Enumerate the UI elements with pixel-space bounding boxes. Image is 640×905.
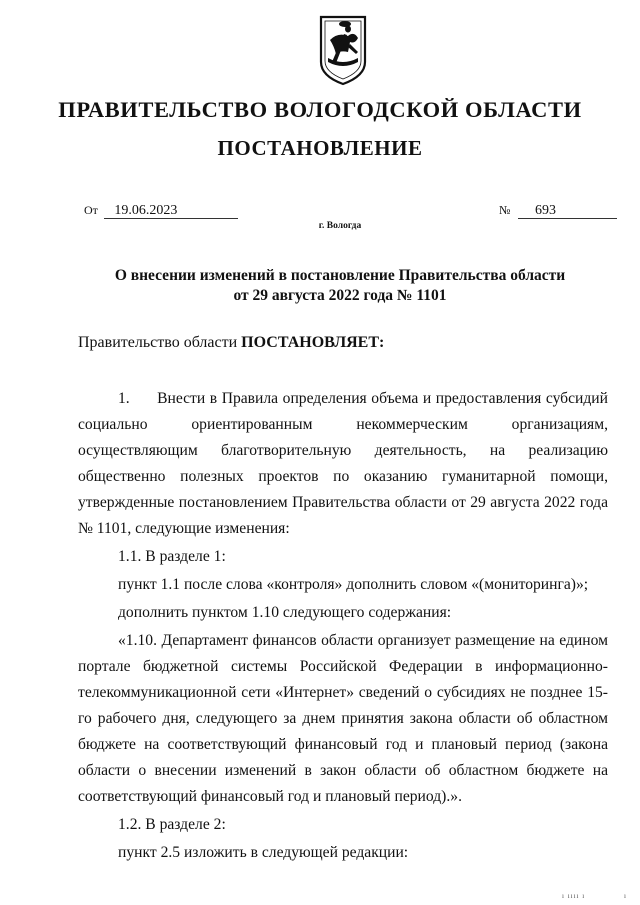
- subject-line-1: О внесении изменений в постановление Правительства области: [114, 267, 566, 284]
- paragraph: 1.1. В разделе 1:: [118, 548, 226, 565]
- decree-keyword: ПОСТАНОВЛЯЕТ:: [241, 334, 385, 351]
- coat-of-arms-icon: [318, 14, 368, 86]
- paragraph: пункт 1.1 после слова «контроля» дополнить словом «(мониторинга)»;: [118, 576, 589, 593]
- document-subject: [60, 266, 620, 306]
- city-label: г. Вологда: [318, 221, 362, 231]
- paragraph: пункт 2.5 изложить в следующей редакции:: [118, 844, 409, 861]
- subject-line-2: от 29 августа 2022 года № 1101: [233, 287, 447, 304]
- scan-barcode-mark: ı ıııı ı: [562, 892, 586, 900]
- date-value: 19.06.2023: [104, 203, 238, 219]
- corner-mark: ı: [624, 892, 626, 900]
- document-body: [78, 386, 608, 866]
- paragraph: 1. Внести в Правила определения объема и предоставления субсидий социально ориентированным некоммерческим организациям, осуществляющим благотворительную деятельность, на реализацию общественно полезных проектов по оказанию гуманитарной помощи, утвержденные постановлением Правительства области от 29 августа 2022 года № 1101, следующие изменения:: [78, 390, 608, 537]
- document-type: ПОСТАНОВЛЕНИЕ: [217, 136, 423, 160]
- paragraph: «1.10. Департамент финансов области организует размещение на едином портале бюджетной системы Российской Федерации в информационно-телекоммуникационной сети «Интернет» сведений о субсидиях не позднее 15-го рабочего дня, следующего за днем принятия закона области об областном бюджете на соответствующий финансовый год и плановый период (закона области о внесении изменений в закон области об областном бюджете на соответствующий финансовый год и плановый период).».: [78, 632, 608, 805]
- document-date: [84, 203, 238, 219]
- document-number: [499, 203, 617, 219]
- number-prefix: №: [499, 203, 511, 217]
- paragraph: 1.2. В разделе 2:: [118, 816, 226, 833]
- decree-statement: [78, 334, 384, 352]
- government-title: ПРАВИТЕЛЬСТВО ВОЛОГОДСКОЙ ОБЛАСТИ: [58, 97, 582, 122]
- decree-lead: Правительство области: [78, 334, 242, 351]
- paragraph: дополнить пунктом 1.10 следующего содержания:: [118, 604, 452, 621]
- date-prefix: От: [84, 203, 98, 217]
- number-value: 693: [518, 203, 617, 219]
